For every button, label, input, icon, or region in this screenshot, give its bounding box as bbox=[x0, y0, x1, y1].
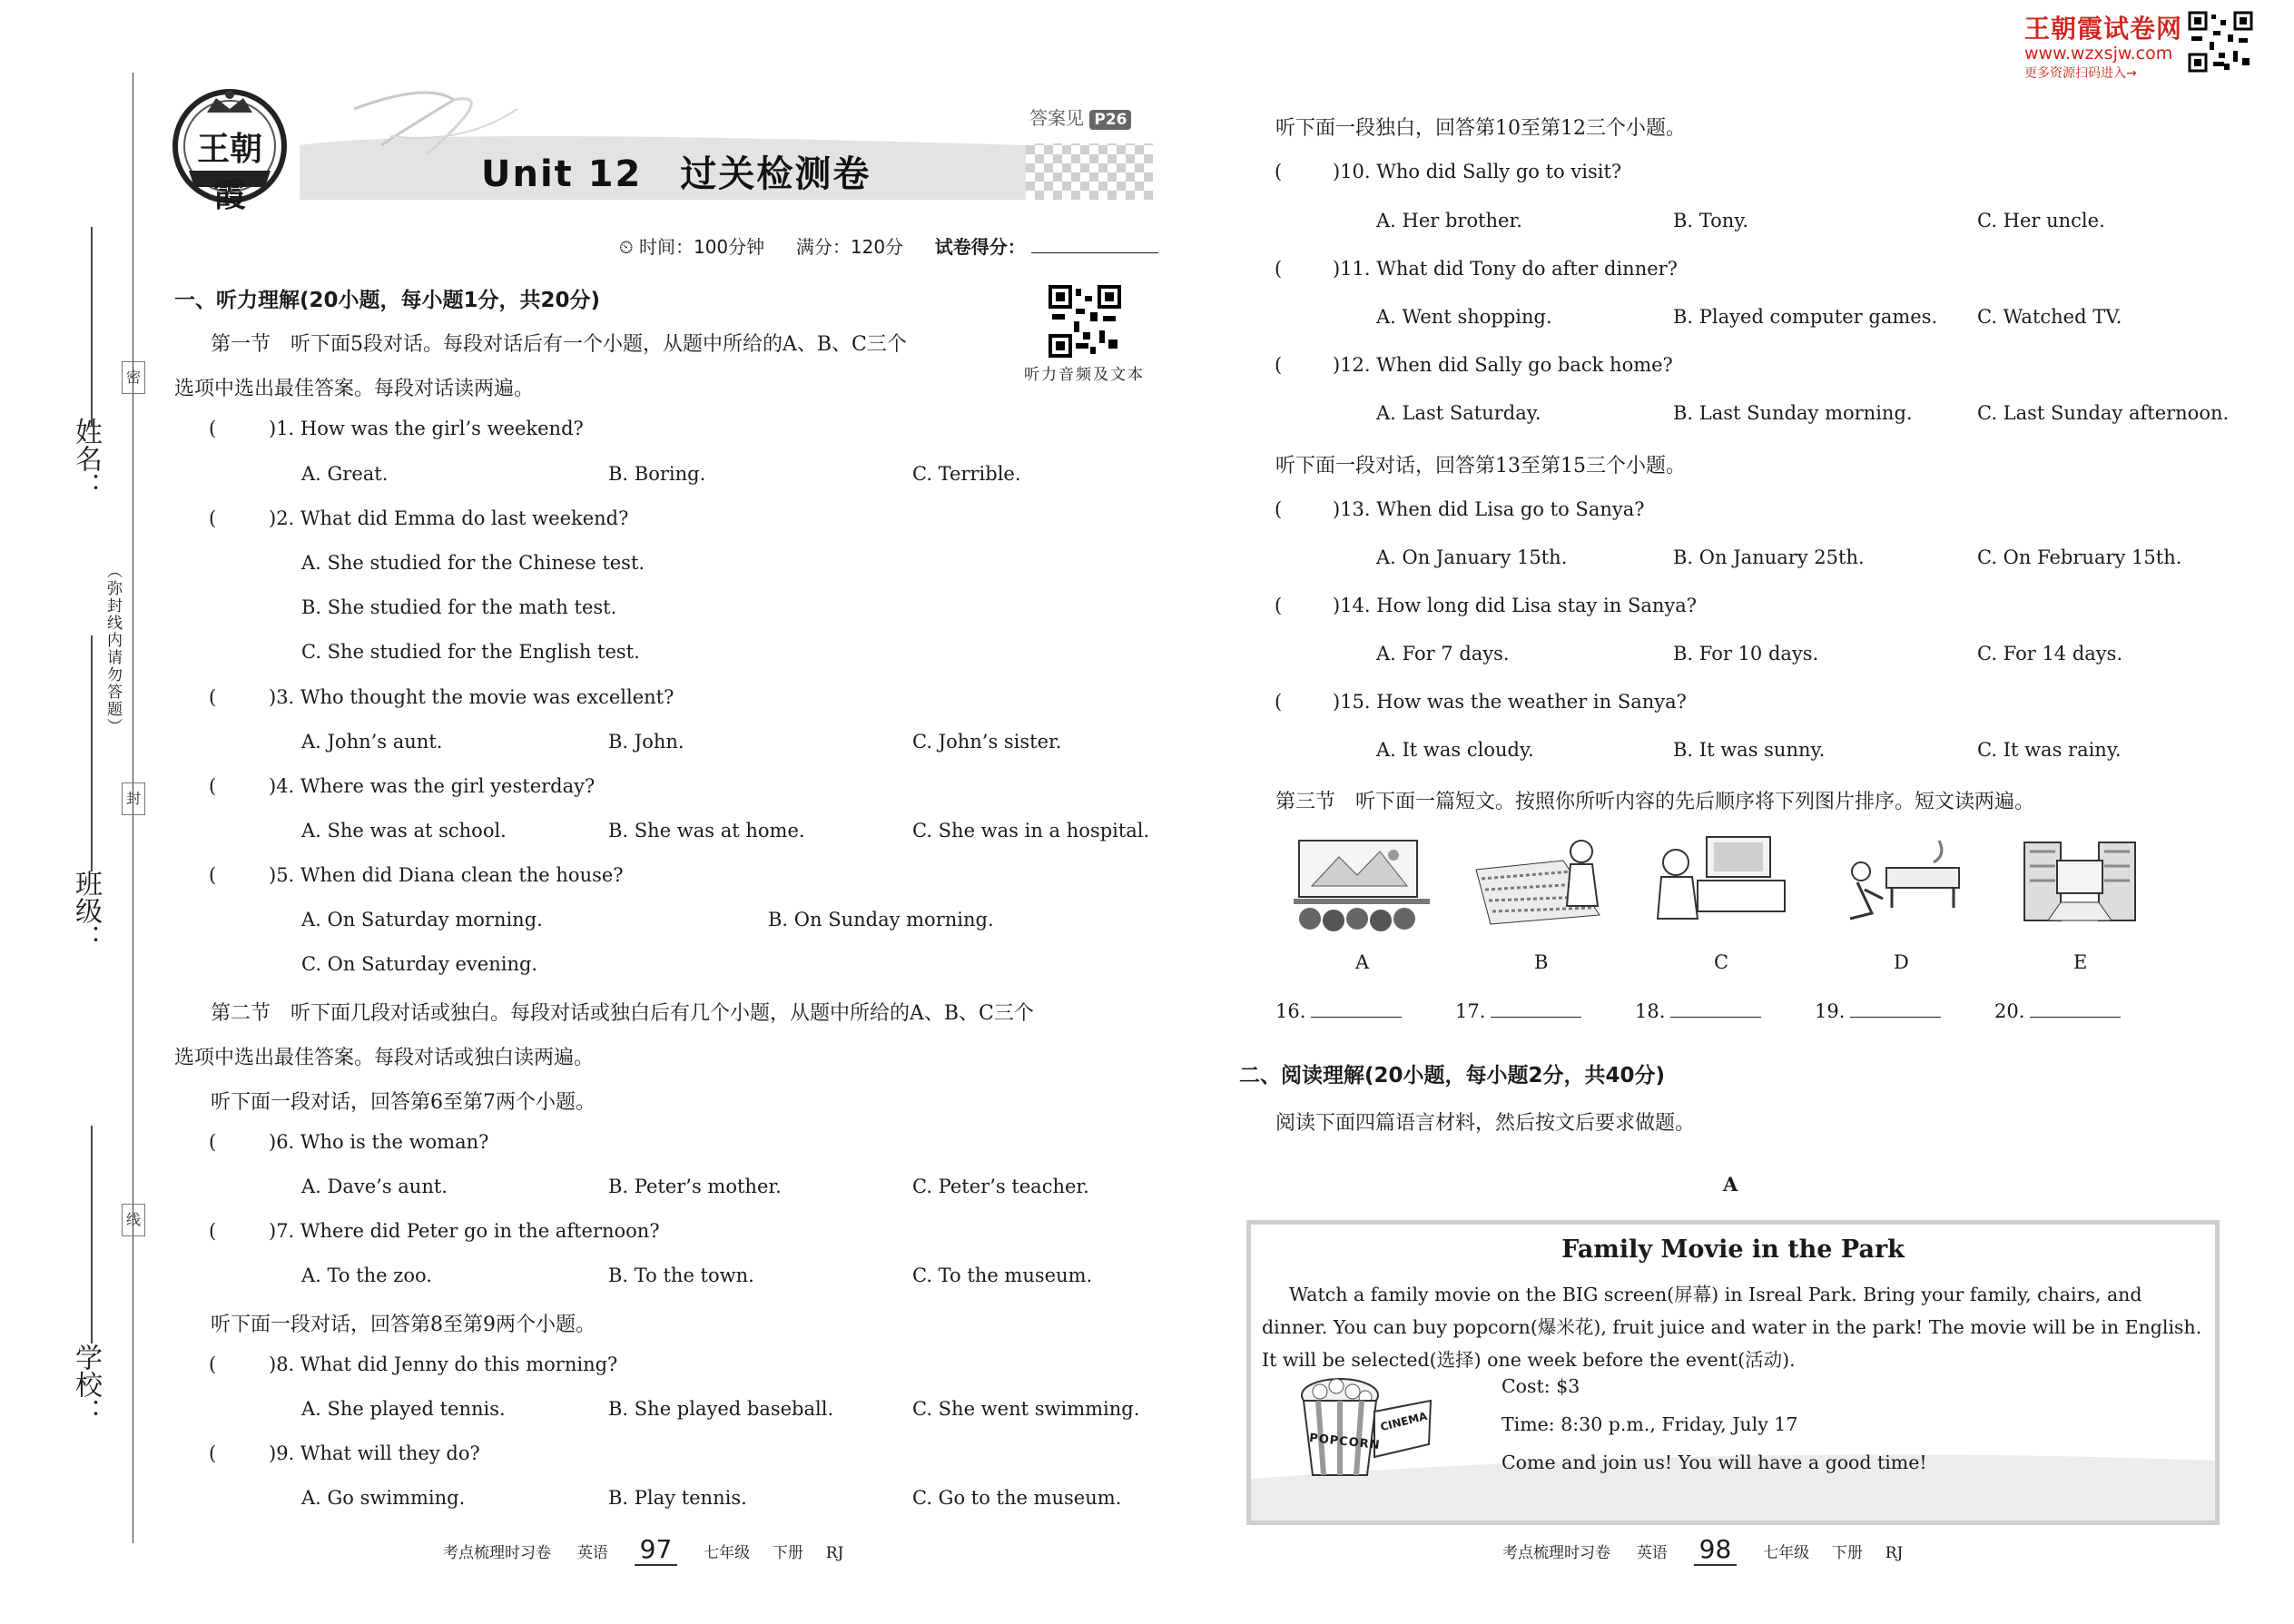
exam-info bbox=[619, 232, 1158, 259]
answer-paren[interactable]: ( bbox=[1275, 595, 1283, 616]
q5-option-b: B. On Sunday morning. bbox=[768, 909, 994, 930]
q7-option-b: B. To the town. bbox=[608, 1265, 754, 1286]
footer-edition: RJ bbox=[1885, 1544, 1904, 1562]
ad-join: Come and join us! You will have a good time! bbox=[1501, 1452, 1927, 1473]
footer-term: 下册 bbox=[1831, 1544, 1863, 1562]
blank-number: 19. bbox=[1815, 1000, 1846, 1022]
footer-subject: 英语 bbox=[576, 1544, 608, 1562]
q1-option-a: A. Great. bbox=[301, 463, 389, 485]
q6-option-a: A. Dave’s aunt. bbox=[301, 1176, 448, 1197]
q14-option-a: A. For 7 days. bbox=[1376, 643, 1510, 664]
picture-b bbox=[1472, 833, 1609, 937]
popcorn-label: POPCORN bbox=[1308, 1431, 1382, 1453]
footer-grade: 七年级 bbox=[1763, 1544, 1810, 1562]
brand-logo-text: 王朝霞 bbox=[196, 130, 262, 214]
q2-text: )2. What did Emma do last weekend? bbox=[269, 507, 629, 529]
footer-book: 考点梳理时习卷 bbox=[443, 1544, 551, 1562]
section2-instr: 阅读下面四篇语言材料，然后按文后要求做题。 bbox=[1275, 1112, 1696, 1135]
part1-instr-1: 第一节 听下面5段对话。每段对话后有一个小题，从题中所给的A、B、C三个 bbox=[211, 333, 907, 356]
q4-text: )4. Where was the girl yesterday? bbox=[269, 775, 596, 797]
part3-instr: 第三节 听下面一篇短文。按照你所听内容的先后顺序将下列图片排序。短文读两遍。 bbox=[1275, 791, 2035, 813]
q15-option-a: A. It was cloudy. bbox=[1376, 739, 1534, 761]
exam-score-label: 试卷得分： bbox=[934, 236, 1026, 258]
class-label: 班级： bbox=[70, 870, 102, 951]
left-footer bbox=[443, 1534, 843, 1564]
clock-icon: ⏲ bbox=[619, 236, 634, 258]
picture-a-label: A bbox=[1355, 951, 1370, 973]
school-label: 学校： bbox=[70, 1343, 102, 1425]
section2-heading: 二、阅读理解(20小题，每小题2分，共40分) bbox=[1239, 1064, 1666, 1088]
sub-instr-6-7: 听下面一段对话，回答第6至第7两个小题。 bbox=[211, 1091, 596, 1114]
q3-text: )3. Who thought the movie was excellent? bbox=[269, 686, 674, 708]
q15-text: )15. How was the weather in Sanya? bbox=[1333, 691, 1687, 713]
q8-option-b: B. She played baseball. bbox=[608, 1398, 834, 1420]
q3-option-c: C. John’s sister. bbox=[912, 731, 1062, 753]
q1-option-b: B. Boring. bbox=[608, 463, 706, 485]
blank-number: 17. bbox=[1455, 1000, 1486, 1022]
cinema-label: CINEMA bbox=[1379, 1409, 1429, 1434]
part1-instr-2: 选项中选出最佳答案。每段对话读两遍。 bbox=[174, 378, 535, 400]
q12-option-a: A. Last Saturday. bbox=[1376, 402, 1541, 424]
school-line[interactable] bbox=[91, 1126, 93, 1343]
answer-ref-label: 答案见 bbox=[1029, 107, 1084, 129]
sub-instr-10-12: 听下面一段独白，回答第10至第12三个小题。 bbox=[1275, 117, 1686, 140]
q2-option-c: C. She studied for the English test. bbox=[301, 641, 640, 663]
exam-score-field[interactable] bbox=[1031, 252, 1158, 253]
footer-page-number: 98 bbox=[1694, 1534, 1738, 1566]
part2-instr-2: 选项中选出最佳答案。每段对话或独白读两遍。 bbox=[174, 1047, 595, 1069]
order-blank-17[interactable] bbox=[1455, 1000, 1581, 1022]
q12-option-c: C. Last Sunday afternoon. bbox=[1977, 402, 2230, 424]
q3-option-a: A. John’s aunt. bbox=[301, 731, 443, 753]
answer-paren[interactable]: ( bbox=[1275, 498, 1283, 520]
ad-line-2: dinner. You can buy popcorn(爆米花), fruit juice and water in the park! The movie will be in English. bbox=[1262, 1316, 2202, 1338]
q8-text: )8. What did Jenny do this morning? bbox=[269, 1353, 618, 1375]
movie-ad-box bbox=[1246, 1220, 2220, 1525]
ad-cost: Cost: $3 bbox=[1501, 1375, 1580, 1397]
right-footer bbox=[1502, 1534, 1903, 1564]
ad-time: Time: 8:30 p.m., Friday, July 17 bbox=[1501, 1413, 1798, 1435]
picture-e bbox=[2012, 830, 2148, 933]
blank-number: 16. bbox=[1275, 1000, 1306, 1022]
picture-e-label: E bbox=[2073, 951, 2088, 973]
watermark-url: www.wzxsjw.com bbox=[2024, 44, 2173, 64]
answer-paren[interactable]: ( bbox=[209, 686, 217, 708]
picture-a bbox=[1294, 835, 1430, 939]
footer-book: 考点梳理时习卷 bbox=[1502, 1544, 1610, 1562]
qr-caption: 听力音频及文本 bbox=[1024, 366, 1145, 384]
q5-text: )5. When did Diana clean the house? bbox=[269, 864, 624, 886]
q4-option-c: C. She was in a hospital. bbox=[912, 820, 1150, 842]
ad-line-3: It will be selected(选择) one week before the event(活动). bbox=[1262, 1349, 1796, 1371]
q11-option-a: A. Went shopping. bbox=[1376, 306, 1552, 328]
picture-c bbox=[1652, 832, 1788, 935]
binding-feng: 封 bbox=[122, 782, 145, 815]
section1-heading: 一、听力理解(20小题，每小题1分，共20分) bbox=[174, 289, 601, 312]
q5-option-c: C. On Saturday evening. bbox=[301, 953, 538, 975]
q14-option-b: B. For 10 days. bbox=[1673, 643, 1819, 664]
watermark bbox=[2024, 9, 2197, 82]
picture-b-label: B bbox=[1534, 951, 1549, 973]
q6-text: )6. Who is the woman? bbox=[269, 1131, 489, 1153]
answer-paren[interactable]: ( bbox=[209, 418, 217, 439]
answer-paren[interactable]: ( bbox=[209, 775, 217, 797]
ad-title: Family Movie in the Park bbox=[1561, 1235, 1905, 1264]
q10-text: )10. Who did Sally go to visit? bbox=[1333, 161, 1622, 182]
q14-option-c: C. For 14 days. bbox=[1977, 643, 2123, 664]
order-blank-20[interactable] bbox=[1994, 1000, 2121, 1022]
q7-text: )7. Where did Peter go in the afternoon? bbox=[269, 1220, 660, 1242]
answer-paren[interactable]: ( bbox=[1275, 691, 1283, 713]
q4-option-b: B. She was at home. bbox=[608, 820, 805, 842]
q9-option-c: C. Go to the museum. bbox=[912, 1487, 1122, 1509]
q3-option-b: B. John. bbox=[608, 731, 684, 753]
answer-paren[interactable]: ( bbox=[1275, 354, 1283, 376]
part2-instr-1: 第二节 听下面几段对话或独白。每段对话或独白后有几个小题，从题中所给的A、B、C三个 bbox=[211, 1002, 1034, 1025]
q12-text: )12. When did Sally go back home? bbox=[1333, 354, 1673, 376]
blank-number: 20. bbox=[1994, 1000, 2025, 1022]
q4-option-a: A. She was at school. bbox=[301, 820, 507, 842]
footer-page-number: 97 bbox=[635, 1534, 678, 1566]
picture-c-label: C bbox=[1714, 951, 1729, 973]
binding-mi: 密 bbox=[122, 361, 145, 394]
q15-option-c: C. It was rainy. bbox=[1977, 739, 2122, 761]
brand-logo bbox=[171, 87, 289, 214]
q10-option-c: C. Her uncle. bbox=[1977, 210, 2105, 231]
class-line[interactable] bbox=[91, 635, 93, 871]
q13-option-a: A. On January 15th. bbox=[1376, 546, 1568, 568]
page-title: Unit 12 过关检测卷 bbox=[481, 153, 871, 195]
seal-note: （弥封线内请勿答题） bbox=[103, 563, 122, 735]
answer-paren[interactable]: ( bbox=[209, 1442, 217, 1464]
name-label: 姓名： bbox=[70, 418, 102, 499]
sub-instr-13-15: 听下面一段对话，回答第13至第15三个小题。 bbox=[1275, 455, 1686, 477]
passage-a-label: A bbox=[1723, 1173, 1738, 1196]
q7-option-c: C. To the museum. bbox=[912, 1265, 1093, 1286]
picture-d-label: D bbox=[1894, 951, 1909, 973]
answer-paren[interactable]: ( bbox=[209, 1131, 217, 1153]
answer-paren[interactable]: ( bbox=[209, 507, 217, 529]
answer-paren[interactable]: ( bbox=[209, 1220, 217, 1242]
watermark-qr-icon[interactable] bbox=[2188, 11, 2253, 76]
footer-term: 下册 bbox=[772, 1544, 803, 1562]
sub-instr-8-9: 听下面一段对话，回答第8至第9两个小题。 bbox=[211, 1314, 596, 1336]
watermark-note: 更多资源扫码进入→ bbox=[2024, 66, 2137, 81]
picture-d bbox=[1832, 832, 1968, 935]
q5-option-a: A. On Saturday morning. bbox=[301, 909, 543, 930]
q11-option-b: B. Played computer games. bbox=[1673, 306, 1938, 328]
q13-option-c: C. On February 15th. bbox=[1977, 546, 2182, 568]
listening-qr-icon[interactable] bbox=[1049, 285, 1121, 361]
answer-paren[interactable]: ( bbox=[209, 864, 217, 886]
q9-option-b: B. Play tennis. bbox=[608, 1487, 747, 1509]
q14-text: )14. How long did Lisa stay in Sanya? bbox=[1333, 595, 1698, 616]
q13-text: )13. When did Lisa go to Sanya? bbox=[1333, 498, 1645, 520]
answer-paren[interactable]: ( bbox=[1275, 258, 1283, 280]
q11-text: )11. What did Tony do after dinner? bbox=[1333, 258, 1678, 280]
watermark-brand: 王朝霞试卷网 bbox=[2024, 14, 2183, 44]
q8-option-c: C. She went swimming. bbox=[912, 1398, 1140, 1420]
q6-option-c: C. Peter’s teacher. bbox=[912, 1176, 1089, 1197]
q1-option-c: C. Terrible. bbox=[912, 463, 1021, 485]
q13-option-b: B. On January 25th. bbox=[1673, 546, 1865, 568]
popcorn-icon bbox=[1296, 1375, 1433, 1484]
q2-option-a: A. She studied for the Chinese test. bbox=[301, 552, 645, 574]
answer-ref bbox=[1029, 103, 1131, 130]
q7-option-a: A. To the zoo. bbox=[301, 1265, 432, 1286]
blank-number: 18. bbox=[1635, 1000, 1666, 1022]
footer-grade: 七年级 bbox=[704, 1544, 751, 1562]
exam-full-score: 满分：120分 bbox=[795, 236, 904, 258]
q1-text: )1. How was the girl’s weekend? bbox=[269, 418, 584, 439]
answer-ref-page: P26 bbox=[1089, 110, 1131, 130]
q2-option-b: B. She studied for the math test. bbox=[301, 596, 617, 618]
q10-option-b: B. Tony. bbox=[1673, 210, 1749, 231]
exam-time: 时间：100分钟 bbox=[638, 236, 765, 258]
name-line[interactable] bbox=[91, 227, 93, 427]
footer-edition: RJ bbox=[825, 1544, 844, 1562]
binding-xian: 线 bbox=[122, 1204, 145, 1236]
answer-paren[interactable]: ( bbox=[1275, 161, 1283, 182]
q8-option-a: A. She played tennis. bbox=[301, 1398, 506, 1420]
order-blank-18[interactable] bbox=[1635, 1000, 1761, 1022]
q10-option-a: A. Her brother. bbox=[1376, 210, 1522, 231]
q12-option-b: B. Last Sunday morning. bbox=[1673, 402, 1913, 424]
q9-option-a: A. Go swimming. bbox=[301, 1487, 466, 1509]
q9-text: )9. What will they do? bbox=[269, 1442, 480, 1464]
answer-paren[interactable]: ( bbox=[209, 1353, 217, 1375]
footer-subject: 英语 bbox=[1636, 1544, 1668, 1562]
order-blank-19[interactable] bbox=[1815, 1000, 1941, 1022]
q11-option-c: C. Watched TV. bbox=[1977, 306, 2122, 328]
q6-option-b: B. Peter’s mother. bbox=[608, 1176, 782, 1197]
ad-line-1: Watch a family movie on the BIG screen(屏幕) in Isreal Park. Bring your family, chairs, and bbox=[1289, 1284, 2142, 1305]
q15-option-b: B. It was sunny. bbox=[1673, 739, 1826, 761]
order-blank-16[interactable] bbox=[1275, 1000, 1402, 1022]
